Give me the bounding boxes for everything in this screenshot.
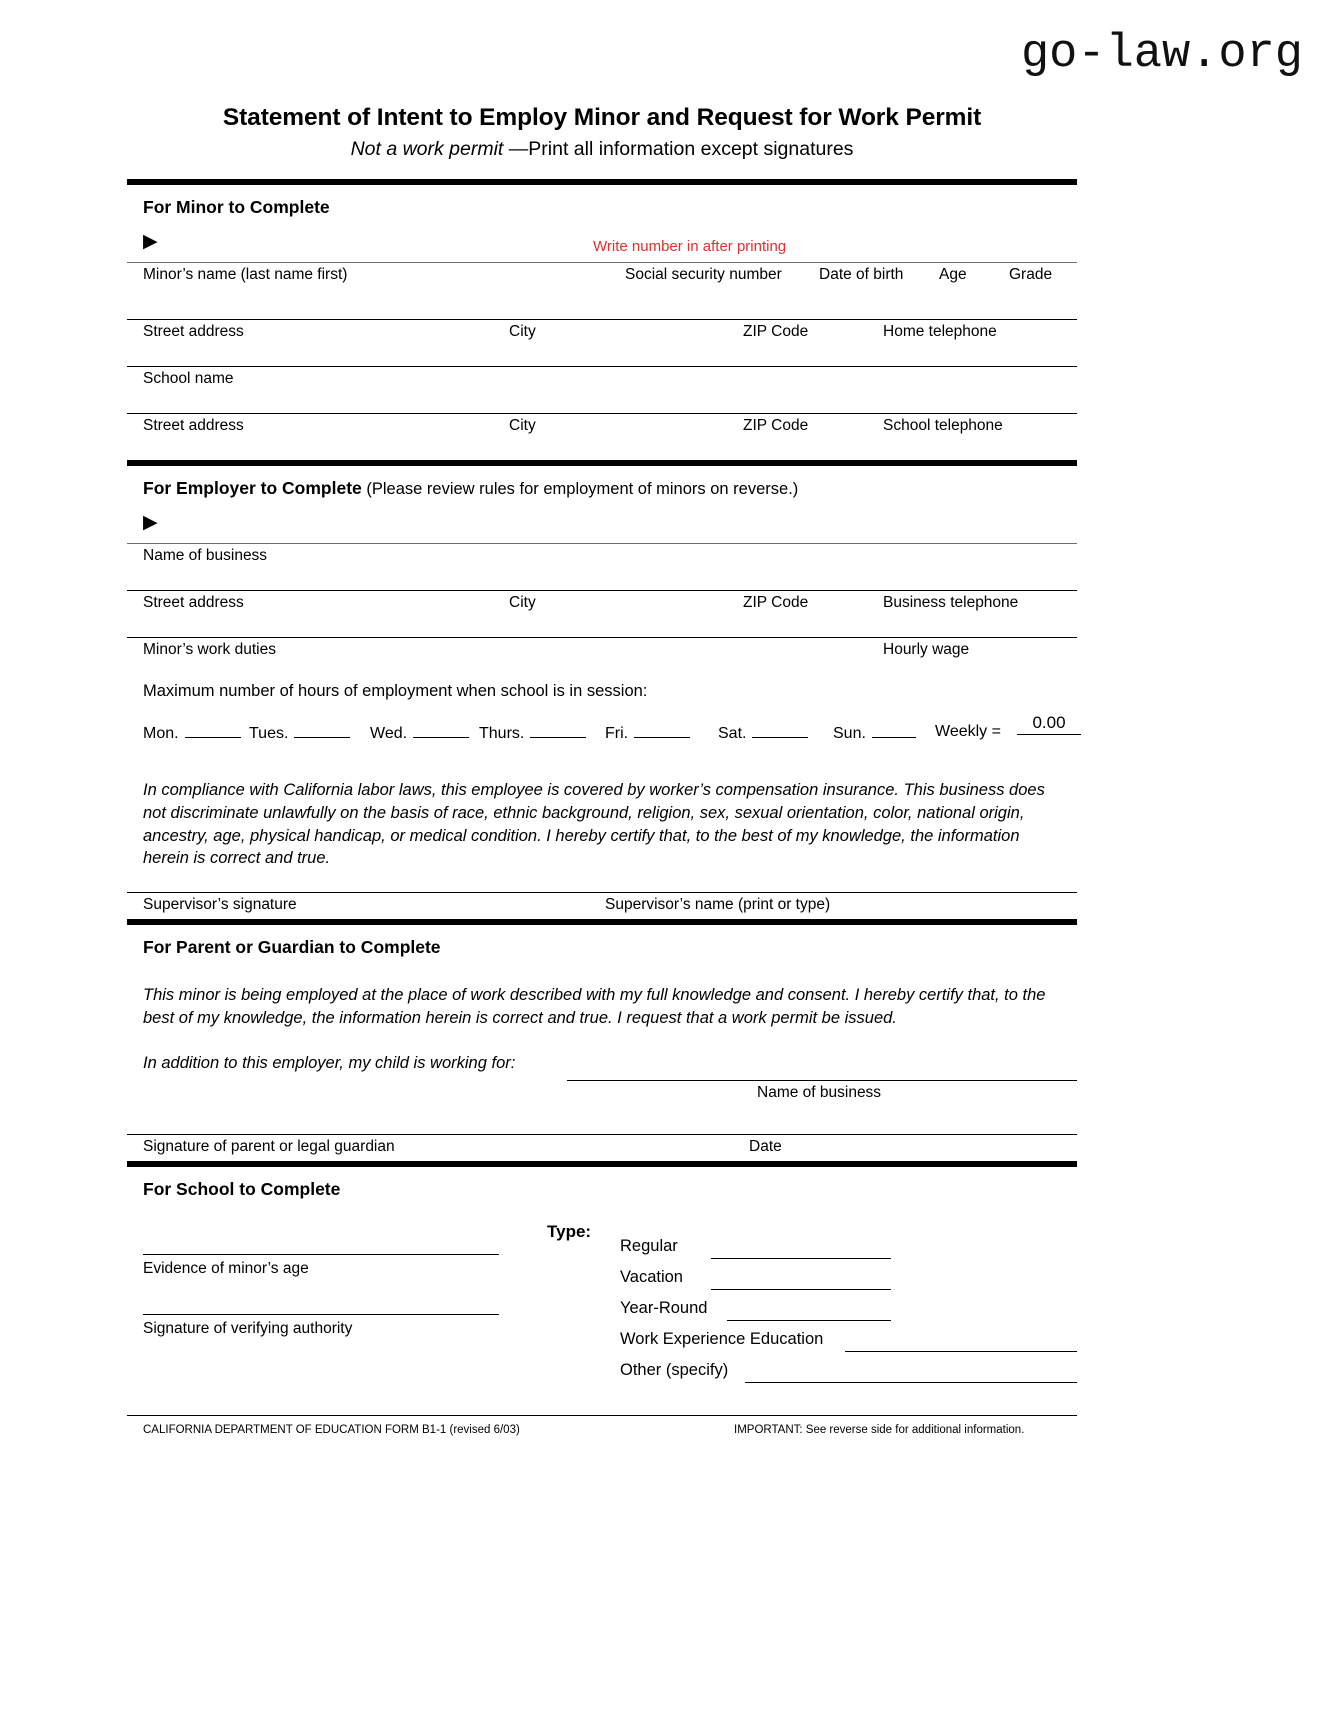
weekday-hours-row (127, 701, 1077, 767)
school-address-labels (127, 414, 1077, 460)
section-heading-parent: For Parent or Guardian to Complete (143, 937, 441, 958)
day-blank-sun[interactable] (872, 723, 916, 738)
type-option-vacation: Vacation (620, 1267, 683, 1286)
label-school-street: Street address (143, 417, 244, 434)
triangle-pointer-icon: ▶ (143, 512, 158, 533)
label-business-phone: Business telephone (883, 594, 1019, 611)
page-title: Statement of Intent to Employ Minor and Request for Work Permit (222, 104, 982, 131)
day-blank-thurs[interactable] (530, 723, 586, 738)
day-blank-wed[interactable] (413, 723, 469, 738)
day-label-mon: Mon. (143, 725, 179, 742)
day-label-fri: Fri. (605, 725, 629, 742)
label-minor-zip: ZIP Code (743, 323, 809, 340)
footer-form-id: CALIFORNIA DEPARTMENT OF EDUCATION FORM B1-1 (revised 6/03) (143, 1423, 520, 1436)
school-fields-block (127, 1200, 1077, 1415)
day-label-sat: Sat. (718, 725, 747, 742)
label-dob: Date of birth (819, 266, 904, 283)
parent-consent-paragraph: This minor is being employed at the place of work described with my full knowledge and consent. I hereby certify that, to the best of my knowledge, the information herein is correct and true. I request that a work permit be issued. (143, 986, 1046, 1027)
in-addition-row (127, 1048, 1077, 1134)
type-label: Type: (547, 1221, 592, 1241)
max-hours-text: Maximum number of hours of employment when school is in session: (143, 682, 648, 700)
supervisor-signature-labels (127, 893, 1077, 919)
label-school-name: School name (143, 370, 234, 387)
label-minor-name: Minor’s name (last name first) (143, 266, 348, 283)
label-school-city: City (509, 417, 536, 434)
work-duties-labels (127, 638, 1077, 664)
type-rule-regular[interactable] (711, 1258, 891, 1259)
verifying-authority-rule[interactable] (143, 1314, 499, 1315)
label-supervisor-name: Supervisor’s name (print or type) (605, 896, 831, 914)
day-field-tues[interactable] (249, 723, 350, 743)
type-rule-year-round[interactable] (727, 1320, 891, 1321)
site-watermark: go-law.org (1020, 28, 1303, 81)
day-blank-mon[interactable] (185, 723, 241, 738)
parent-signature-labels (127, 1135, 1077, 1161)
label-parent-signature: Signature of parent or legal guardian (143, 1137, 395, 1155)
spacer-before-supervisor (127, 870, 1077, 892)
form-footer (127, 1416, 1077, 1450)
label-business-street: Street address (143, 594, 244, 611)
section-heading-school: For School to Complete (143, 1178, 341, 1199)
label-supervisor-signature: Supervisor’s signature (143, 896, 297, 914)
label-other-business: Name of business (757, 1083, 882, 1101)
business-name-labels (127, 544, 1077, 590)
minor-address-labels (127, 320, 1077, 366)
label-business-zip: ZIP Code (743, 594, 809, 611)
label-school-zip: ZIP Code (743, 417, 809, 434)
label-verifying-authority: Signature of verifying authority (143, 1319, 353, 1337)
day-blank-tues[interactable] (294, 723, 350, 738)
day-label-sun: Sun. (833, 725, 866, 742)
minor-name-labels (127, 263, 1077, 319)
school-name-labels (127, 367, 1077, 413)
type-option-year-round: Year-Round (620, 1298, 708, 1317)
weekly-total-value[interactable]: 0.00 (1017, 713, 1081, 735)
label-parent-date: Date (749, 1137, 782, 1155)
label-ssn: Social security number (625, 266, 782, 283)
compliance-paragraph: In compliance with California labor laws, this employee is covered by worker’s compensation insurance. This business does not discriminate unlawfully on the basis of race, ethnic background, religion, sex, sexual orientation, color, national origin, ancestry, age, physical handicap, or medical condition. I hereby certify that, to the best of my knowledge, the information herein is correct and true. (143, 781, 1045, 868)
label-evidence-age: Evidence of minor’s age (143, 1259, 309, 1277)
label-grade: Grade (1009, 266, 1053, 283)
day-field-sun[interactable] (833, 723, 916, 743)
section-heading-employer-bold: For Employer to Complete (143, 478, 362, 498)
day-field-mon[interactable] (143, 723, 241, 743)
page-subtitle (127, 138, 1077, 161)
day-label-tues: Tues. (249, 725, 289, 742)
section-heading-employer (127, 466, 1077, 499)
label-business-name: Name of business (143, 547, 268, 564)
type-option-other: Other (specify) (620, 1360, 729, 1379)
type-rule-work-experience[interactable] (845, 1351, 1077, 1352)
page-subtitle-italic: Not a work permit (350, 138, 504, 160)
triangle-pointer-icon: ▶ (143, 231, 158, 252)
section-heading-employer-note: (Please review rules for employment of minors on reverse.) (361, 480, 799, 498)
page-subtitle-rest: —Print all information except signatures (503, 138, 854, 160)
weekly-label-text: Weekly = (935, 723, 1001, 740)
type-option-work-experience: Work Experience Education (620, 1329, 824, 1348)
weekly-total-label (935, 723, 1001, 741)
label-age: Age (939, 266, 967, 283)
section-heading-minor: For Minor to Complete (143, 197, 330, 217)
day-field-fri[interactable] (605, 723, 690, 743)
employer-arrow-row (127, 499, 1077, 543)
in-addition-rule[interactable] (567, 1080, 1077, 1081)
red-instruction-note: Write number in after printing (593, 238, 787, 255)
label-work-duties: Minor’s work duties (143, 641, 276, 658)
work-permit-form (127, 104, 1077, 1450)
label-school-phone: School telephone (883, 417, 1003, 434)
business-address-labels (127, 591, 1077, 637)
evidence-age-rule[interactable] (143, 1254, 499, 1255)
day-label-thurs: Thurs. (479, 725, 525, 742)
day-field-thurs[interactable] (479, 723, 586, 743)
day-field-sat[interactable] (718, 723, 808, 743)
label-business-city: City (509, 594, 536, 611)
type-option-regular: Regular (620, 1236, 678, 1255)
footer-important: IMPORTANT: See reverse side for additional information. (734, 1423, 1025, 1436)
day-label-wed: Wed. (370, 725, 408, 742)
spacer-before-in-addition (127, 1030, 1077, 1048)
label-hourly-wage: Hourly wage (883, 641, 970, 658)
label-home-phone: Home telephone (883, 323, 997, 340)
day-field-wed[interactable] (370, 723, 469, 743)
day-blank-sat[interactable] (752, 723, 808, 738)
in-addition-text: In addition to this employer, my child is working for: (143, 1053, 516, 1072)
type-rule-vacation[interactable] (711, 1289, 891, 1290)
type-rule-other[interactable] (745, 1382, 1077, 1383)
day-blank-fri[interactable] (634, 723, 690, 738)
label-minor-street: Street address (143, 323, 244, 340)
label-minor-city: City (509, 323, 536, 340)
